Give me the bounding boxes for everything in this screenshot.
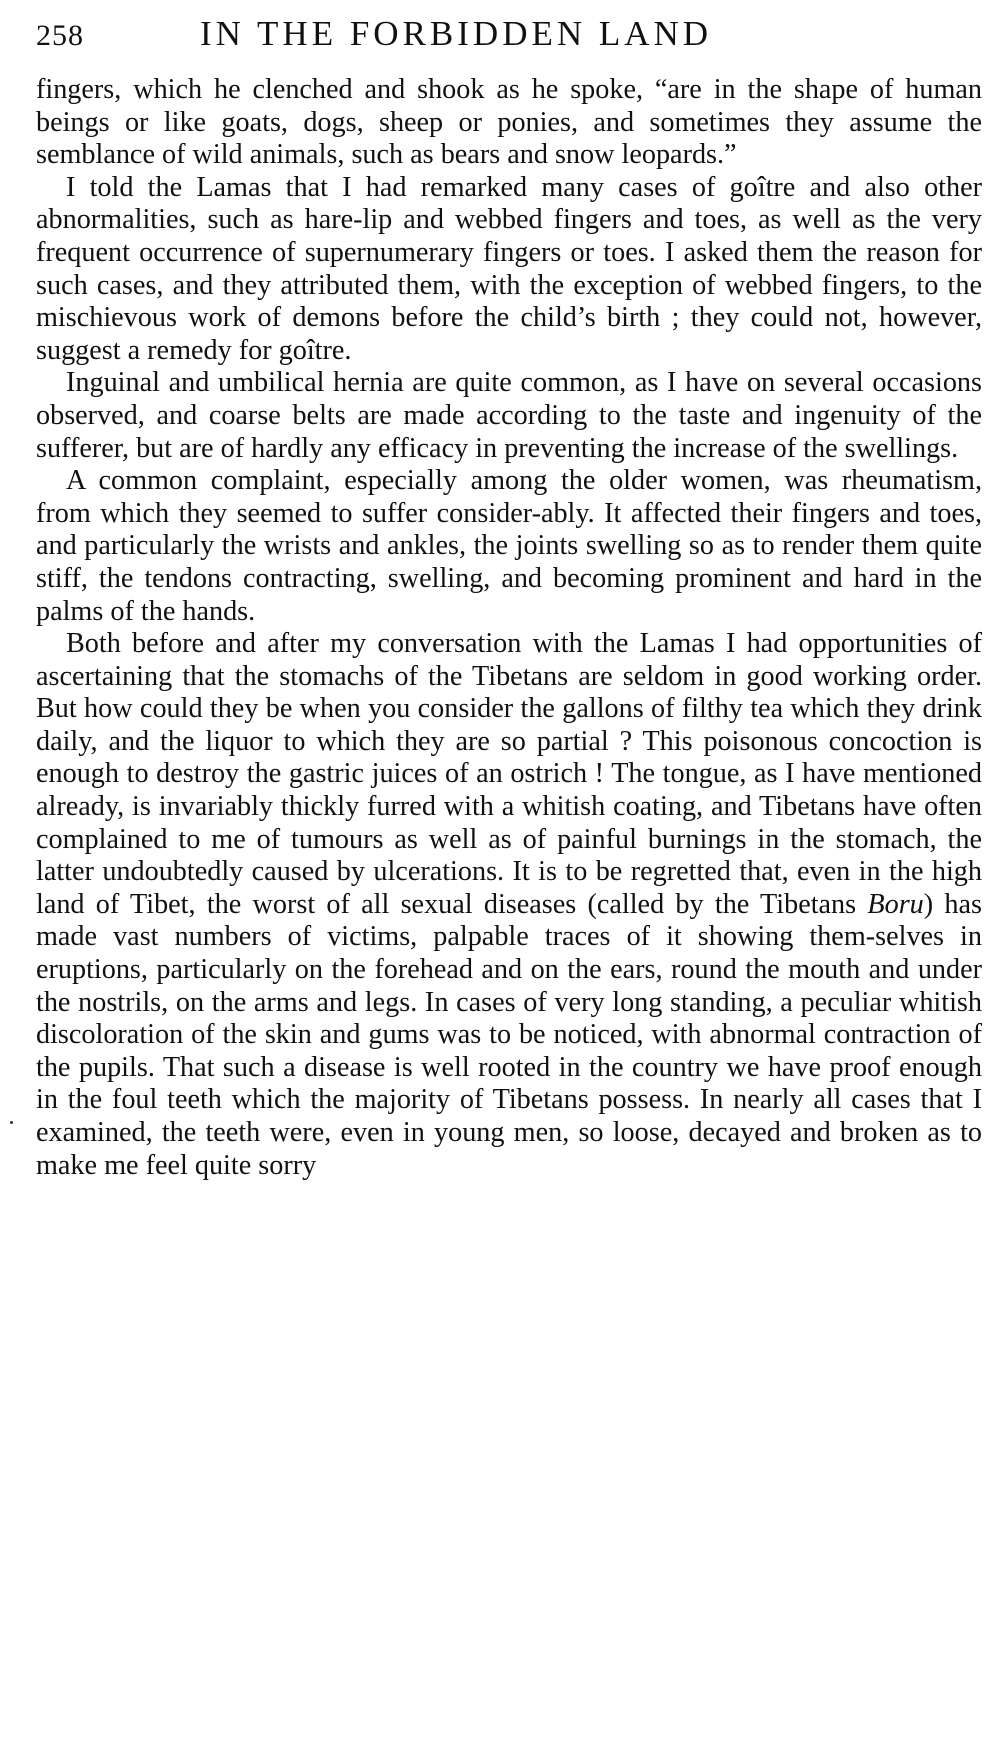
paragraph-5-text-a: Both before and after my conversation with the Lamas I had opportunities of ascertaining that the stomachs of the Tibetans are seldom in good working order. But how could they be when you consider the gallons of filthy tea which they drink daily, and the liquor to which they are so partial ? This poisonous concoction is enough to destroy the gastric juices of an ostrich ! The tongue, as I have mentioned already, is invariably thickly furred with a whitish coating, and Tibetans have often complained to me of tumours as well as of painful burnings in the stomach, the latter undoubtedly caused by ulcerations. It is to be regretted that, even in the high land of Tibet, the worst of all sexual diseases (called by the Tibetans	[36, 628, 982, 920]
paragraph-2-text: I told the Lamas that I had remarked many cases of goître and also other abnormalities, such as hare-lip and webbed fingers and toes, as well as the very frequent occurrence of supernumerary fingers or toes. I asked them the reason for such cases, and they attributed them, with the exception of webbed fingers, to the mischievous work of demons before the child’s birth ; they could not, however, suggest a remedy for goître.	[36, 171, 982, 366]
paragraph-1	[36, 74, 982, 172]
body-text	[36, 74, 982, 1182]
paragraph-4-text: A common complaint, especially among the older women, was rheumatism, from which they seemed to suffer consider-ably. It affected their fingers and toes, and particularly the wrists and ankles, the joints swelling so as to render them quite stiff, the tendons contracting, swelling, and becoming prominent and hard in the palms of the hands.	[36, 465, 982, 627]
page-header	[36, 14, 982, 70]
margin-speck	[10, 1121, 13, 1124]
paragraph-4	[36, 465, 982, 628]
paragraph-3	[36, 367, 982, 465]
paragraph-2	[36, 172, 982, 368]
paragraph-3-text: Inguinal and umbilical hernia are quite common, as I have on several occasions observed, and coarse belts are made according to the taste and ingenuity of the sufferer, but are of hardly any efficacy in preventing the increase of the swellings.	[36, 367, 982, 464]
paragraph-5	[36, 628, 982, 1182]
paragraph-5-text-b: ) has made vast numbers of victims, palpable traces of it showing them-selves in eruptions, particularly on the forehead and on the ears, round the mouth and under the nostrils, on the arms and legs. In cases of very long standing, a peculiar whitish discoloration of the skin and gums was to be noticed, with abnormal contraction of the pupils. That such a disease is well rooted in the country we have proof enough in the foul teeth which the majority of Tibetans possess. In nearly all cases that I examined, the teeth were, even in young men, so loose, decayed and broken as to make me feel quite sorry	[36, 888, 982, 1181]
paragraph-1-text: fingers, which he clenched and shook as he spoke, “are in the shape of human beings or like goats, dogs, sheep or ponies, and sometimes they assume the semblance of wild animals, such as bears and snow leopards.”	[36, 74, 982, 171]
running-title: IN THE FORBIDDEN LAND	[200, 14, 713, 53]
book-page	[36, 14, 982, 1182]
italic-term-boru: Boru	[867, 888, 924, 920]
page-number: 258	[36, 19, 84, 52]
